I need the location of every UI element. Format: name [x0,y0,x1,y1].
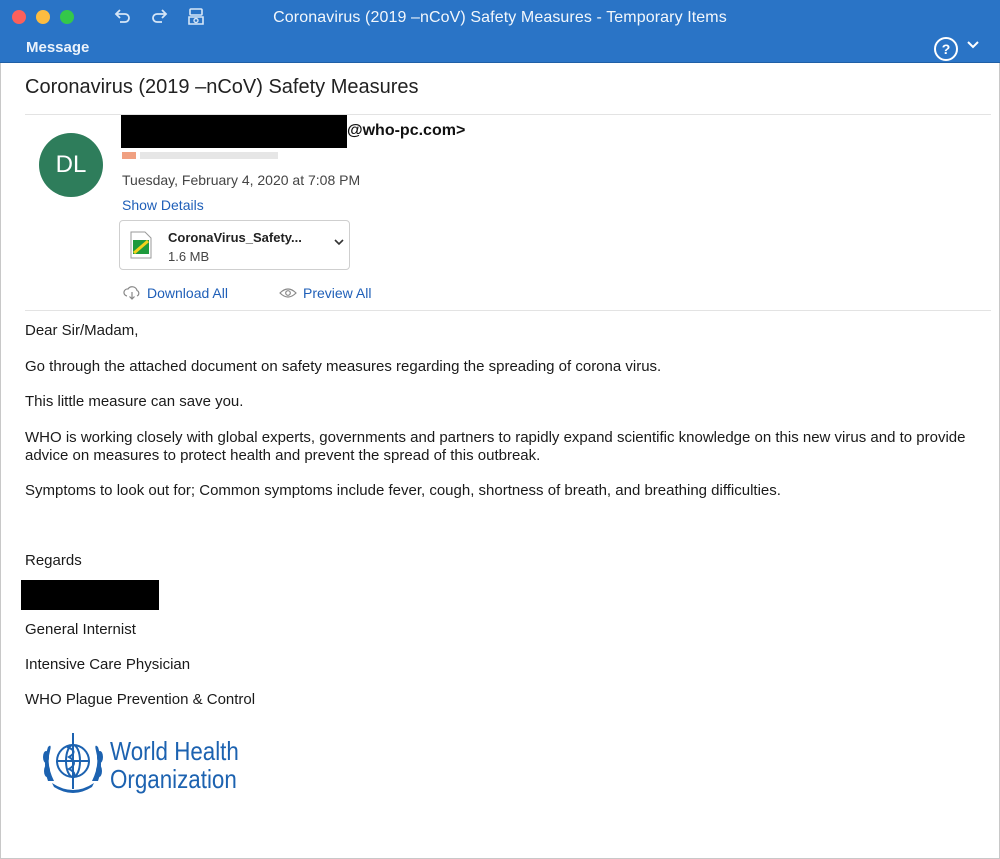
regards: Regards [25,552,82,569]
who-logo-line-1: World Health [110,736,239,766]
blurred-recipient [122,151,282,161]
divider [25,310,991,311]
signature-title-3: WHO Plague Prevention & Control [25,691,256,708]
download-all-label: Download All [147,285,228,301]
tab-message[interactable]: Message [26,39,90,56]
attachment-card[interactable] [119,220,350,270]
attachment-size: 1.6 MB [168,249,210,264]
show-details-link[interactable]: Show Details [122,197,204,213]
greeting: Dear Sir/Madam, [25,322,139,339]
window-title: Coronavirus (2019 –nCoV) Safety Measures - Temporary Items [273,9,727,26]
who-emblem-icon [38,727,108,803]
help-icon[interactable]: ? [934,37,958,61]
redacted-signature-name [21,580,159,610]
download-all-link[interactable] [123,285,228,301]
preview-all-link[interactable] [279,285,371,301]
paragraph-4: Symptoms to look out for; Common symptoms include fever, cough, shortness of breath, and breathing difficulties. [25,482,781,499]
email-date: Tuesday, February 4, 2020 at 7:08 PM [122,172,361,188]
who-logo-line-2: Organization [110,764,237,794]
paragraph-2: This little measure can save you. [25,393,244,410]
chevron-down-icon[interactable] [966,37,980,55]
title-bar [0,0,1000,36]
avatar: DL [39,133,103,197]
ribbon [0,36,1000,63]
signature-title-1: General Internist [25,621,136,638]
cloud-download-icon [123,286,141,300]
chevron-down-icon[interactable] [334,236,344,250]
redacted-sender-name [121,115,347,148]
eye-icon [279,286,297,300]
email-subject: Coronavirus (2019 –nCoV) Safety Measures [25,76,419,98]
paragraph-3: WHO is working closely with global experts, governments and partners to rapidly expand scientific knowledge on this new virus and to provide advice on measures to protect health and prevent the spread of this outbreak. [25,429,966,464]
preview-all-label: Preview All [303,285,372,301]
who-logo-text [110,737,239,793]
file-icon [130,231,152,259]
attachment-name: CoronaVirus_Safety... [168,230,302,245]
signature-title-2: Intensive Care Physician [25,656,191,673]
paragraph-1: Go through the attached document on safety measures regarding the spreading of corona virus. [25,358,662,375]
sender-address[interactable]: @who-pc.com> [347,122,466,139]
